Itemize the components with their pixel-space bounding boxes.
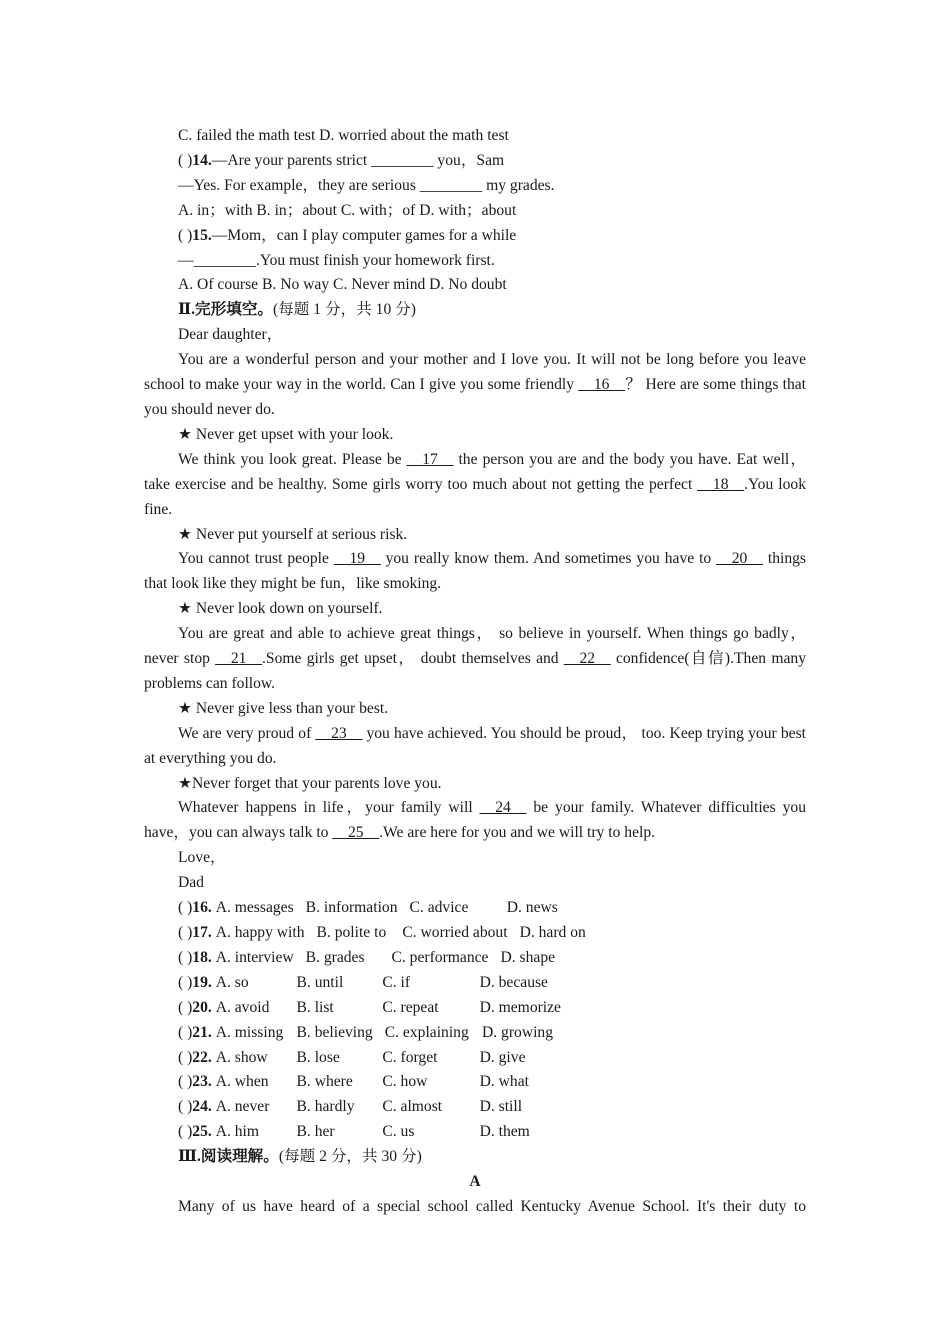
section-2-title: Ⅱ.完形填空。	[178, 301, 274, 319]
blank-21: __21__	[215, 650, 262, 668]
text-run: ？ Here are some things that you should never do.	[144, 376, 806, 418]
option-b: B. until	[296, 973, 344, 991]
option-a: A. him	[215, 1123, 260, 1141]
letter-paragraph-3	[144, 547, 806, 597]
option-b: B. grades	[305, 948, 365, 966]
cloze-question-row	[144, 1046, 806, 1071]
q15-number: 15.	[192, 226, 212, 244]
q14-options: A. in；with B. in；about C. with；of D. with；about	[178, 201, 517, 219]
letter-paragraph-5	[144, 722, 806, 772]
letter-signature: Dad	[178, 874, 204, 892]
option-d: D. still	[479, 1098, 523, 1116]
q14-line1	[144, 149, 806, 174]
option-c: C. worried about	[402, 924, 508, 941]
answer-paren: ( )	[178, 1123, 193, 1141]
option-d: D. because	[479, 973, 548, 991]
option-d: D. what	[479, 1073, 529, 1091]
letter-heading-5: ★Never forget that your parents love you.	[178, 774, 442, 792]
option-d: D. news	[506, 899, 558, 917]
option-d: D. shape	[500, 948, 556, 966]
cloze-question-row	[144, 1095, 806, 1120]
option-a: A. avoid	[215, 998, 270, 1016]
letter-paragraph-2	[144, 448, 806, 523]
option-b: B. lose	[296, 1048, 340, 1066]
q14-line2: —Yes. For example，they are serious ________ my grades.	[178, 176, 555, 194]
option-a: A. so	[215, 973, 249, 991]
letter-heading-3: ★ Never look down on yourself.	[178, 600, 383, 618]
text-run: Whatever happens in life，your family will	[178, 799, 480, 817]
question-number: 20.	[192, 998, 212, 1016]
option-a: A. when	[215, 1073, 269, 1091]
cloze-question-row	[144, 1070, 806, 1095]
option-c: C. almost	[382, 1098, 443, 1116]
text-run: .You look fine.	[144, 475, 806, 518]
cloze-question-row	[144, 971, 806, 996]
option-c: C. how	[382, 1073, 428, 1091]
option-a: A. happy with	[215, 924, 305, 941]
option-c: C. repeat	[382, 998, 439, 1016]
letter-paragraph-4	[144, 622, 806, 697]
text-run: you really know them. And sometimes you have to	[380, 550, 717, 568]
option-d: D. growing	[481, 1023, 554, 1041]
option-c: C. if	[382, 973, 411, 991]
option-b: B. information	[305, 899, 398, 917]
option-c: C. forget	[382, 1048, 438, 1066]
cloze-question-row	[144, 896, 806, 921]
q15-paren: ( )	[178, 226, 193, 244]
passage-a-line-1: Many of us have heard of a special school called Kentucky Avenue School. It's their duty to	[178, 1197, 806, 1215]
option-d: D. hard on	[519, 924, 586, 941]
answer-paren: ( )	[178, 998, 193, 1016]
option-d: D. them	[479, 1123, 530, 1141]
text-run: things that look like they might be fun，like smoking.	[144, 550, 806, 593]
cloze-question-row	[144, 996, 806, 1021]
answer-paren: ( )	[178, 899, 193, 917]
letter-paragraph-1	[144, 348, 806, 423]
option-b: B. believing	[296, 1023, 373, 1041]
section-3-heading	[144, 1145, 806, 1170]
text-run: you have achieved. You should be proud， too. Keep trying your best at everything you do.	[144, 724, 806, 767]
blank-18: __18__	[697, 475, 745, 493]
answer-paren: ( )	[178, 1023, 193, 1041]
q15-options: A. Of course B. No way C. Never mind D. No doubt	[178, 276, 507, 294]
blank-19: __19__	[333, 550, 381, 568]
q15-line2: —________.You must finish your homework first.	[178, 251, 495, 269]
option-c: C. us	[382, 1123, 415, 1141]
letter-heading-1: ★ Never get upset with your look.	[178, 425, 394, 443]
cloze-question-row	[144, 1021, 806, 1046]
cloze-question-list	[144, 896, 806, 1145]
question-number: 22.	[192, 1048, 212, 1066]
question-number: 18.	[192, 948, 212, 966]
letter-closing: Love，	[178, 849, 226, 867]
blank-25: __25__	[332, 824, 380, 842]
answer-paren: ( )	[178, 948, 193, 966]
option-b: B. hardly	[296, 1098, 355, 1116]
question-number: 19.	[192, 973, 212, 991]
section-2-heading	[144, 298, 806, 323]
option-c: C. advice	[409, 899, 469, 917]
option-d: D. give	[479, 1048, 526, 1066]
text-run: the person you are and the body you have. Eat well， take exercise and be healthy. Some girls worry too much about not getting the perfect	[144, 450, 807, 493]
option-b: B. her	[296, 1123, 335, 1141]
question-number: 16.	[192, 899, 212, 917]
passage-a-label: A	[469, 1173, 481, 1191]
text-run: You are a wonderful person and your mother and I love you. It will not be long before you leave school to make your way in the world. Can I give you some friendly	[144, 351, 806, 394]
text-run: be your family. Whatever difficulties you have，you can always talk to	[144, 799, 807, 842]
letter-greeting: Dear daughter，	[178, 326, 283, 344]
option-b: B. where	[296, 1073, 353, 1091]
letter-heading-4: ★ Never give less than your best.	[178, 699, 389, 717]
question-number: 17.	[192, 924, 212, 941]
option-a: A. show	[215, 1048, 268, 1066]
text-run: We are very proud of	[178, 724, 316, 742]
option-b: B. polite to	[316, 924, 387, 941]
q15-text: —Mom，can I play computer games for a while	[211, 226, 517, 244]
blank-17: __17__	[406, 450, 454, 468]
answer-paren: ( )	[178, 973, 193, 991]
q15-line1	[144, 224, 806, 249]
section-3-title: Ⅲ.阅读理解。	[178, 1148, 279, 1166]
text-run: confidence(自信).Then many problems can follow.	[144, 650, 806, 692]
section-2-note: (每题 1 分，共 10 分)	[273, 301, 416, 319]
text-run: We think you look great. Please be	[178, 450, 407, 468]
q13-options-cd: C. failed the math test D. worried about the math test	[178, 127, 509, 144]
cloze-question-row	[144, 921, 806, 946]
text-run: .Some girls get upset， doubt themselves and	[262, 650, 564, 668]
option-c: C. explaining	[384, 1023, 469, 1041]
option-b: B. list	[296, 998, 334, 1016]
q14-text: —Are your parents strict ________ you，Sam	[211, 151, 505, 169]
blank-22: __22__	[563, 650, 611, 668]
blank-24: __24__	[479, 799, 527, 817]
question-number: 21.	[192, 1023, 212, 1041]
section-3-note: (每题 2 分，共 30 分)	[278, 1148, 422, 1166]
blank-20: __20__	[716, 550, 763, 568]
cloze-question-row	[144, 946, 806, 971]
text-run: You are great and able to achieve great things， so believe in yourself. When things go badly， never stop	[144, 625, 806, 668]
text-run: You cannot trust people	[178, 550, 334, 568]
option-a: A. messages	[215, 899, 294, 917]
answer-paren: ( )	[178, 1048, 193, 1066]
option-c: C. performance	[391, 948, 489, 966]
option-a: A. never	[215, 1098, 270, 1116]
option-d: D. memorize	[479, 998, 561, 1016]
answer-paren: ( )	[178, 1098, 193, 1116]
worksheet-page	[144, 124, 806, 1220]
cloze-question-row	[144, 1120, 806, 1145]
q14-paren: ( )	[178, 151, 193, 169]
letter-paragraph-6	[144, 796, 806, 846]
text-run: .We are here for you and we will try to help.	[379, 824, 656, 842]
question-number: 23.	[192, 1073, 212, 1091]
option-a: A. interview	[215, 948, 294, 966]
answer-paren: ( )	[178, 1073, 193, 1091]
option-a: A. missing	[215, 1023, 284, 1041]
blank-16: __16__	[578, 376, 626, 394]
question-number: 24.	[192, 1098, 212, 1116]
answer-paren: ( )	[178, 924, 193, 941]
letter-heading-2: ★ Never put yourself at serious risk.	[178, 525, 408, 543]
blank-23: __23__	[315, 724, 363, 742]
q14-number: 14.	[192, 151, 212, 169]
question-number: 25.	[192, 1123, 212, 1141]
